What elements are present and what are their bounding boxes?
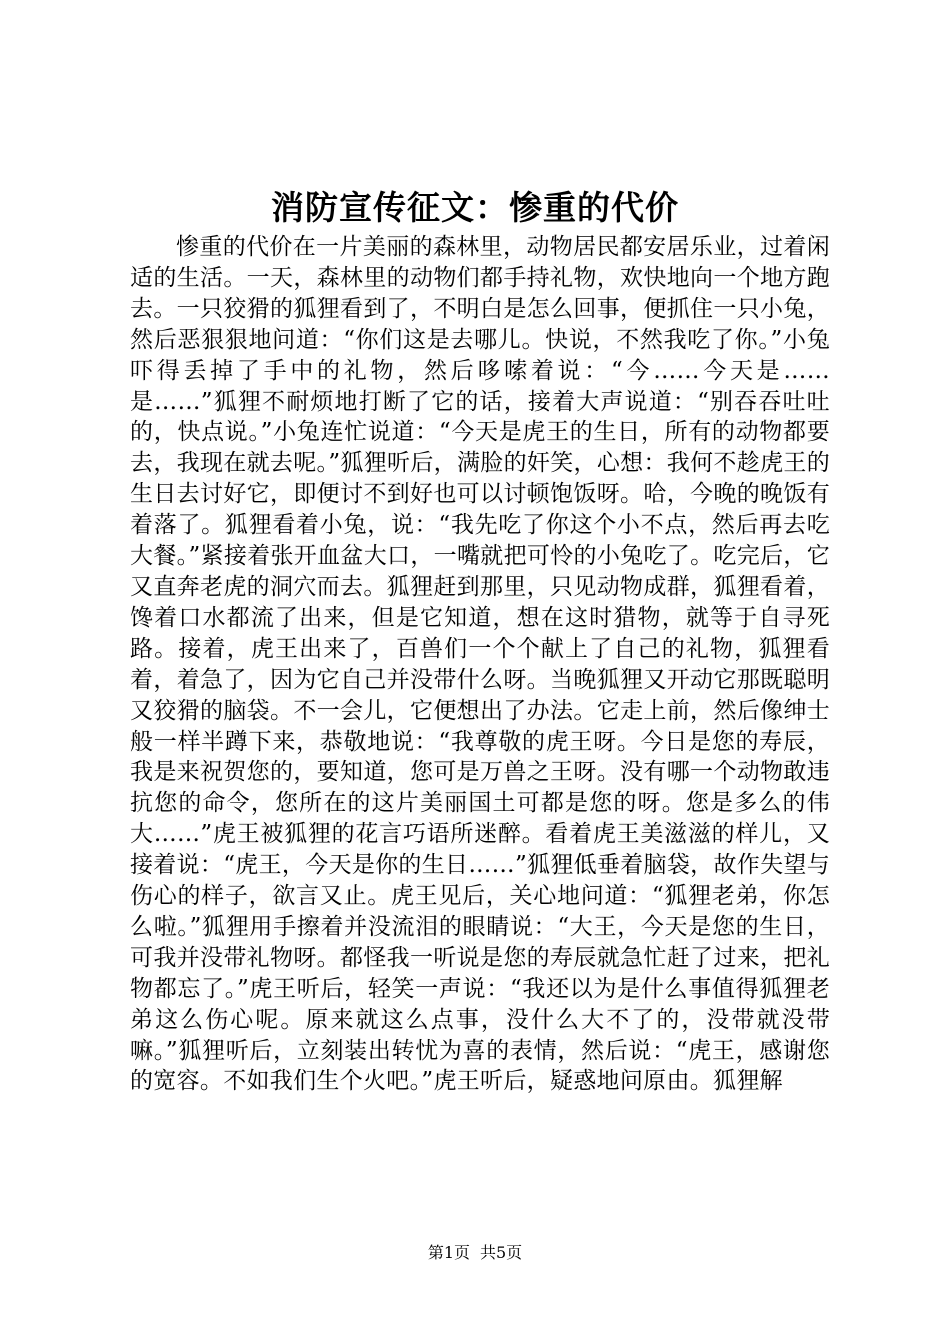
page-number: 第1页 bbox=[427, 1243, 470, 1262]
page-total: 共5页 bbox=[480, 1243, 523, 1262]
page-footer bbox=[0, 1243, 950, 1263]
document-body-paragraph: 惨重的代价在一片美丽的森林里，动物居民都安居乐业，过着闲适的生活。一天，森林里的动物们都手持礼物，欢快地向一个地方跑去。一只狡猾的狐狸看到了，不明白是怎么回事，便抓住一只小兔，然后恶狠狠地问道：“你们这是去哪儿。快说，不然我吃了你。”小兔吓得丢掉了手中的礼物，然后哆嗦着说：“今……今天是……是……”狐狸不耐烦地打断了它的话，接着大声说道：“别吞吞吐吐的，快点说。”小兔连忙说道：“今天是虎王的生日，所有的动物都要去，我现在就去呢。”狐狸听后，满脸的奸笑，心想：我何不趁虎王的生日去讨好它，即便讨不到好也可以讨顿饱饭呀。哈，今晚的晚饭有着落了。狐狸看着小兔，说：“我先吃了你这个小不点，然后再去吃大餐。”紧接着张开血盆大口，一嘴就把可怜的小兔吃了。吃完后，它又直奔老虎的洞穴而去。狐狸赶到那里，只见动物成群，狐狸看着，馋着口水都流了出来，但是它知道，想在这时猎物，就等于自寻死路。接着，虎王出来了，百兽们一个个献上了自己的礼物，狐狸看着，着急了，因为它自己并没带什么呀。当晚狐狸又开动它那既聪明又狡猾的脑袋。不一会儿，它便想出了办法。它走上前，然后像绅士般一样半蹲下来，恭敬地说：“我尊敬的虎王呀。今日是您的寿辰，我是来祝贺您的，要知道，您可是万兽之王呀。没有哪一个动物敢违抗您的命令，您所在的这片美丽国土可都是您的呀。您是多么的伟大……”虎王被狐狸的花言巧语所迷醉。看着虎王美滋滋的样儿，又接着说：“虎王，今天是你的生日……”狐狸低垂着脑袋，故作失望与伤心的样子，欲言又止。虎王见后，关心地问道：“狐狸老弟，你怎么啦。”狐狸用手擦着并没流泪的眼睛说：“大王，今天是您的生日，可我并没带礼物呀。都怪我一听说是您的寿辰就急忙赶了过来，把礼物都忘了。”虎王听后，轻笑一声说：“我还以为是什么事值得狐狸老弟这么伤心呢。原来就这么点事，没什么大不了的，没带就没带嘛。”狐狸听后，立刻装出转忧为喜的表情，然后说：“虎王，感谢您的宽容。不如我们生个火吧。”虎王听后，疑惑地问原由。狐狸解 bbox=[130, 234, 830, 1095]
document-title: 消防宣传征文：惨重的代价 bbox=[271, 188, 679, 227]
